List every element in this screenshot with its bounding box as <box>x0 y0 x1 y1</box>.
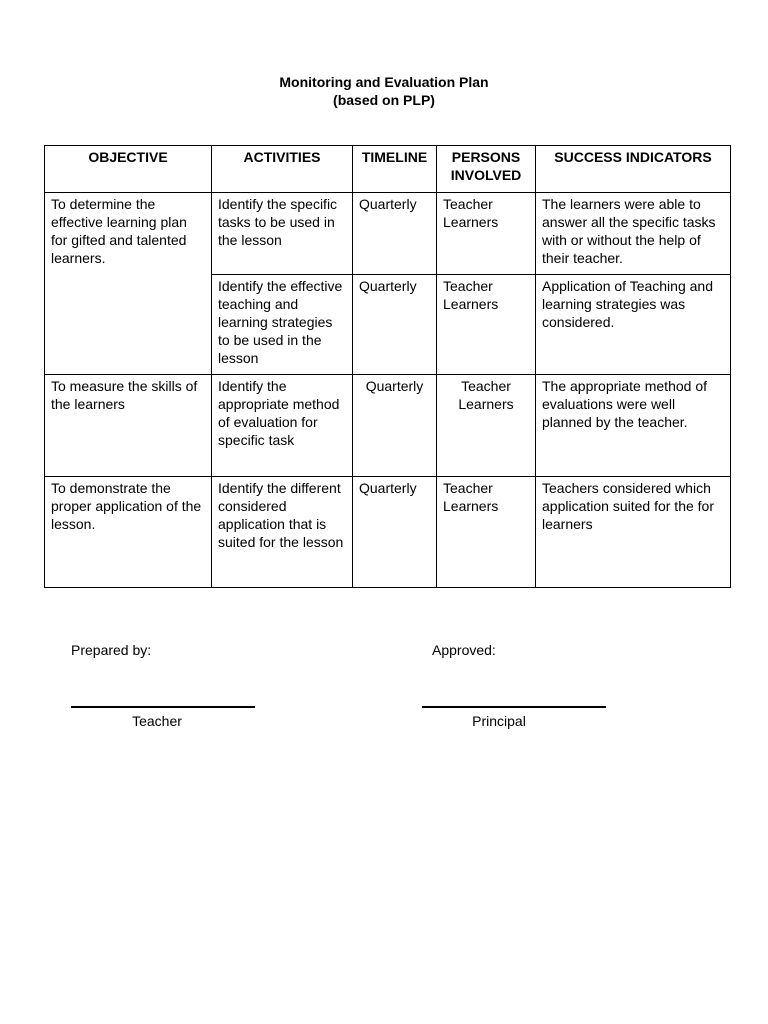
timeline-cell: Quarterly <box>353 477 437 588</box>
objective-cell: To measure the skills of the learners <box>45 375 212 477</box>
header-objective: OBJECTIVE <box>45 146 212 193</box>
person-teacher: Teacher <box>443 480 493 496</box>
person-teacher: Teacher <box>443 278 493 294</box>
approved-label: Approved: <box>432 642 496 658</box>
objective-cell: To determine the effective learning plan for gifted and talented learners. <box>45 193 212 375</box>
teacher-role-label: Teacher <box>132 713 182 729</box>
header-timeline: TIMELINE <box>353 146 437 193</box>
activity-cell: Identify the appropriate method of evaluation for specific task <box>212 375 353 477</box>
document-title: Monitoring and Evaluation Plan <box>279 74 489 90</box>
person-learners: Learners <box>458 396 514 412</box>
indicator-cell: The learners were able to answer all the specific tasks with or without the help of their teacher. <box>536 193 731 275</box>
activity-cell: Identify the different considered application that is suited for the lesson <box>212 477 353 588</box>
timeline-cell: Quarterly <box>353 275 437 375</box>
table-row <box>45 193 731 275</box>
persons-cell <box>437 275 536 375</box>
header-success-indicators: SUCCESS INDICATORS <box>536 146 731 193</box>
person-learners: Learners <box>443 498 499 514</box>
header-activities: ACTIVITIES <box>212 146 353 193</box>
document-title-block <box>0 73 768 109</box>
teacher-signature-line <box>71 706 255 708</box>
plan-table <box>44 145 731 588</box>
principal-signature-line <box>422 706 606 708</box>
person-learners: Learners <box>443 214 499 230</box>
indicator-cell: Teachers considered which application suited for the for learners <box>536 477 731 588</box>
table-row <box>45 477 731 588</box>
persons-cell <box>437 477 536 588</box>
principal-role-label: Principal <box>472 713 526 729</box>
persons-cell <box>437 193 536 275</box>
prepared-by-label: Prepared by: <box>71 642 152 658</box>
timeline-cell: Quarterly <box>353 193 437 275</box>
header-persons-involved: PERSONS INVOLVED <box>437 146 536 193</box>
activity-cell: Identify the specific tasks to be used in the lesson <box>212 193 353 275</box>
indicator-cell: Application of Teaching and learning strategies was considered. <box>536 275 731 375</box>
objective-cell: To demonstrate the proper application of the lesson. <box>45 477 212 588</box>
table-header-row <box>45 146 731 193</box>
activity-cell: Identify the effective teaching and learning strategies to be used in the lesson <box>212 275 353 375</box>
document-subtitle: (based on PLP) <box>333 92 435 108</box>
timeline-cell: Quarterly <box>353 375 437 477</box>
persons-cell <box>437 375 536 477</box>
person-learners: Learners <box>443 296 499 312</box>
indicator-cell: The appropriate method of evaluations were well planned by the teacher. <box>536 375 731 477</box>
person-teacher: Teacher <box>461 378 511 394</box>
person-teacher: Teacher <box>443 196 493 212</box>
table-row <box>45 375 731 477</box>
